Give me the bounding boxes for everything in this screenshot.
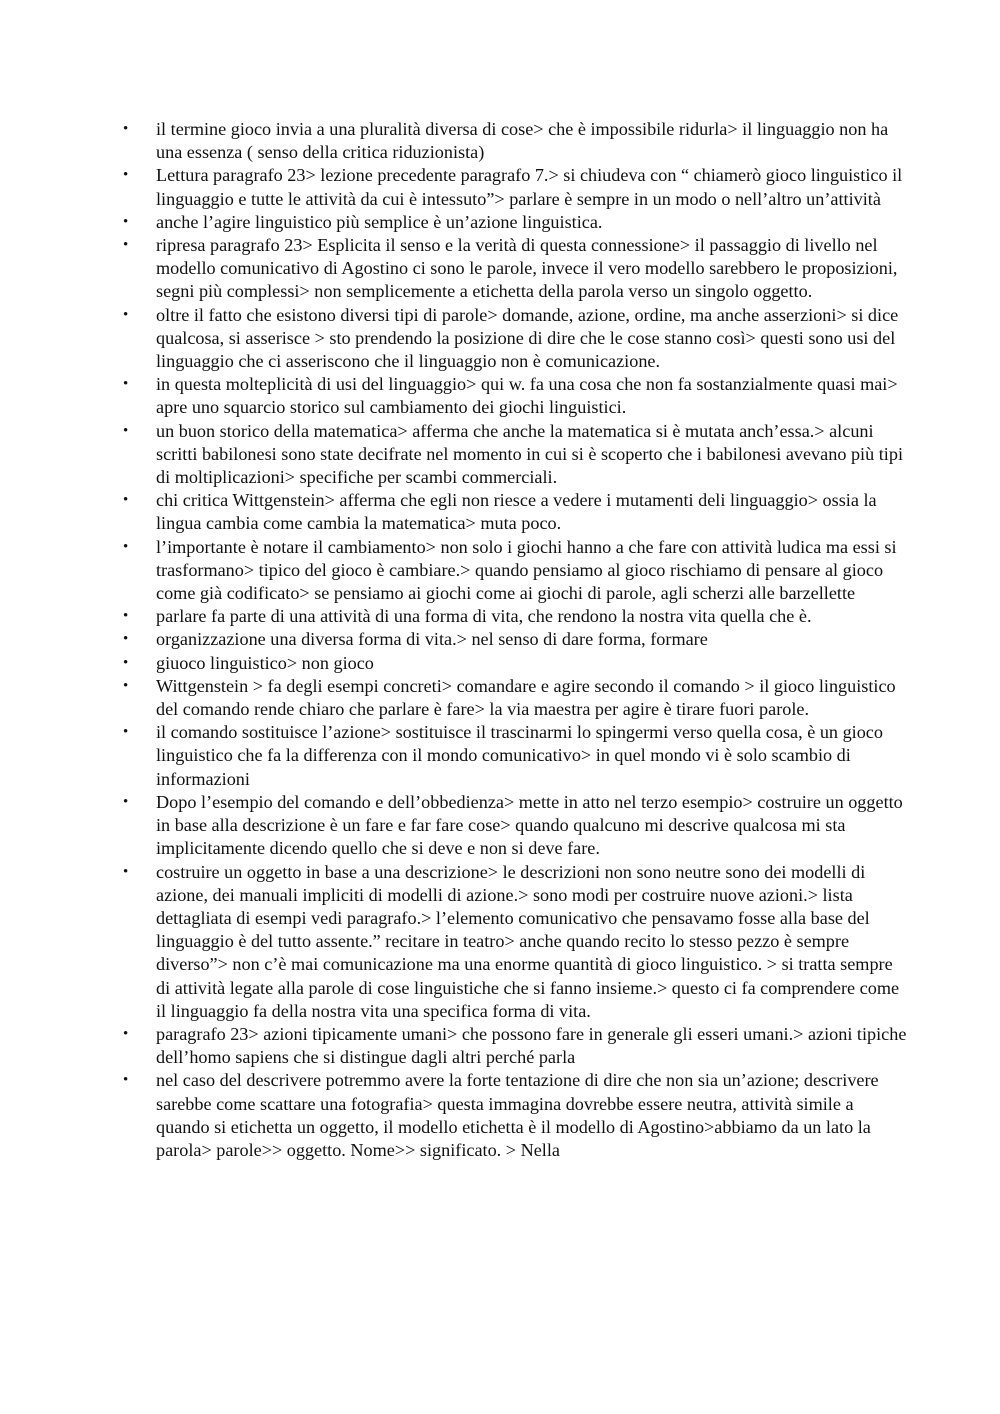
list-item: • chi critica Wittgenstein> afferma che egli non riesce a vedere i mutamenti deli linguaggio> ossia la lingua cambia come cambia la matematica> muta poco.: [156, 489, 911, 535]
list-item: • un buon storico della matematica> afferma che anche la matematica si è mutata anch’essa.> alcuni scritti babilonesi sono state decifrate nel momento in cui si è scoperto che i babilonesi avevano più tipi di moltiplicazioni> specifiche per scambi commerciali.: [156, 420, 911, 490]
list-item: • anche l’agire linguistico più semplice è un’azione linguistica.: [156, 211, 911, 234]
list-item: • ripresa paragrafo 23> Esplicita il senso e la verità di questa connessione> il passaggio di livello nel modello comunicativo di Agostino ci sono le parole, invece il vero modello sarebbero le proposizioni, segni più complessi> non semplicemente a etichetta della parola verso un singolo oggetto.: [156, 234, 911, 304]
list-item: • il comando sostituisce l’azione> sostituisce il trascinarmi lo spingermi verso quella cosa, è un gioco linguistico che fa la differenza con il mondo comunicativo> in quel mondo vi è solo scambio di informazioni: [156, 721, 911, 791]
bullet-list: [156, 118, 911, 1162]
list-item: • Wittgenstein > fa degli esempi concreti> comandare e agire secondo il comando > il gioco linguistico del comando rende chiaro che parlare è fare> la via maestra per agire è tirare fuori parole.: [156, 675, 911, 721]
list-item: • costruire un oggetto in base a una descrizione> le descrizioni non sono neutre sono dei modelli di azione, dei manuali impliciti di modelli di azione.> sono modi per costruire nuove azioni.> lista dettagliata di esempi vedi paragrafo.> l’elemento comunicativo che pensavamo fosse alla base del linguaggio è del tutto assente.” recitare in teatro> anche quando recito lo stesso pezzo è sempre diverso”> non c’è mai comunicazione ma una enorme quantità di gioco linguistico. > si tratta sempre di attività legate alla parole di cose linguistiche che si fanno insieme.> questo ci fa comprendere come il linguaggio fa della nostra vita una specifica forma di vita.: [156, 861, 911, 1023]
list-item: • il termine gioco invia a una pluralità diversa di cose> che è impossibile ridurla> il linguaggio non ha una essenza ( senso della critica riduzionista): [156, 118, 911, 164]
list-item: • in questa molteplicità di usi del linguaggio> qui w. fa una cosa che non fa sostanzialmente quasi mai> apre uno squarcio storico sul cambiamento dei giochi linguistici.: [156, 373, 911, 419]
list-item: • Lettura paragrafo 23> lezione precedente paragrafo 7.> si chiudeva con “ chiamerò gioco linguistico il linguaggio e tutte le attività da cui è intessuto”> parlare è sempre in un modo o nell’altro un’attività: [156, 164, 911, 210]
list-item: • organizzazione una diversa forma di vita.> nel senso di dare forma, formare: [156, 628, 911, 651]
list-item: • Dopo l’esempio del comando e dell’obbedienza> mette in atto nel terzo esempio> costruire un oggetto in base alla descrizione è un fare e far fare cose> quando qualcuno mi descrive qualcosa mi sta implicitamente dicendo quello che si deve e non si deve fare.: [156, 791, 911, 861]
list-item: • parlare fa parte di una attività di una forma di vita, che rendono la nostra vita quella che è.: [156, 605, 911, 628]
list-item: • l’importante è notare il cambiamento> non solo i giochi hanno a che fare con attività ludica ma essi si trasformano> tipico del gioco è cambiare.> quando pensiamo al gioco rischiamo di pensare al gioco come già codificato> se pensiamo ai giochi come ai giochi di parole, agli scherzi alle barzellette: [156, 536, 911, 606]
list-item: • oltre il fatto che esistono diversi tipi di parole> domande, azione, ordine, ma anche asserzioni> si dice qualcosa, si asserisce > sto prendendo la posizione di dire che le cose stanno così> questi sono usi del linguaggio che ci asseriscono che il linguaggio non è comunicazione.: [156, 304, 911, 374]
list-item: • paragrafo 23> azioni tipicamente umani> che possono fare in generale gli esseri umani.> azioni tipiche dell’homo sapiens che si distingue dagli altri perché parla: [156, 1023, 911, 1069]
list-item: • giuoco linguistico> non gioco: [156, 652, 911, 675]
list-item: • nel caso del descrivere potremmo avere la forte tentazione di dire che non sia un’azione; descrivere sarebbe come scattare una fotografia> questa immagina dovrebbe essere neutra, attività simile a quando si etichetta un oggetto, il modello etichetta è il modello di Agostino>abbiamo da un lato la parola> parole>> oggetto. Nome>> significato. > Nella: [156, 1069, 911, 1162]
